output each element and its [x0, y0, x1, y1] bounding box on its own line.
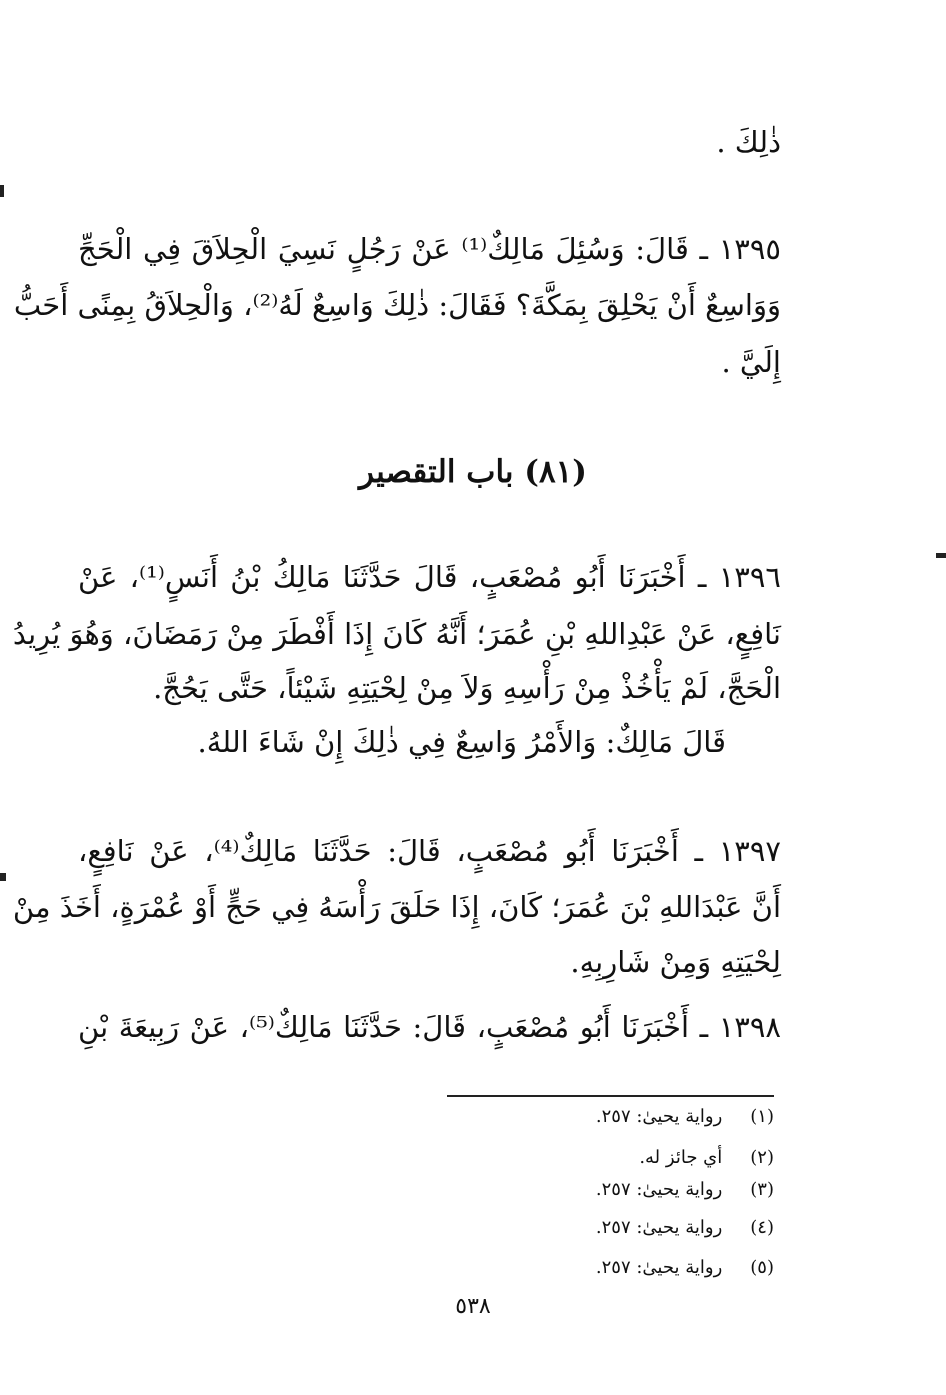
- scan-margin-mark: [0, 185, 4, 197]
- footnote-text: رواية يحيىٰ: ٢٥٧.: [595, 1179, 723, 1200]
- section-heading: (٨١) باب التقصير: [359, 454, 587, 490]
- text-line: ١٣٩٧ ـ أَخْبَرَنَا أَبُو مُصْعَبٍ، قَالَ: حَدَّثَنَا مَالِكٌ⁽⁴⁾، عَنْ نَافِعٍ،: [78, 834, 781, 868]
- footnote-number: (٣): [750, 1179, 774, 1200]
- footnote-number: (٤): [750, 1217, 774, 1238]
- text-line: لِحْيَتِهِ وَمِنْ شَارِبِهِ.: [570, 945, 781, 979]
- text-line: ذٰلِكَ .: [716, 125, 781, 159]
- footnote: [639, 1145, 774, 1171]
- text-line: ١٣٩٥ ـ قَالَ: وَسُئِلَ مَالِكٌ⁽¹⁾ عَنْ رَجُلٍ نَسِيَ الْحِلاَقَ فِي الْحَجِّ: [78, 232, 781, 266]
- footnote: [596, 1104, 774, 1130]
- footnote-number: (٢): [750, 1147, 774, 1168]
- scan-margin-mark: [0, 873, 6, 881]
- footnote-text: رواية يحيىٰ: ٢٥٧.: [595, 1217, 723, 1238]
- footnote: [596, 1177, 774, 1203]
- footnote: [596, 1215, 774, 1241]
- page-number: ٥٣٨: [455, 1294, 491, 1319]
- text-line: الْحَجَّ، لَمْ يَأْخُذْ مِنْ رَأْسِهِ وَلاَ مِنْ لِحْيَتِهِ شَيْئاً، حَتَّى يَحُجَّ.: [153, 671, 781, 705]
- footnote-text: أي جائز له.: [639, 1147, 723, 1168]
- footnote-number: (٥): [750, 1257, 774, 1278]
- text-line: أَنَّ عَبْدَاللهِ بْنَ عُمَرَ؛ كَانَ، إِذَا حَلَقَ رَأْسَهُ فِي حَجٍّ أَوْ عُمْرَةٍ، أَخَذَ مِنْ: [12, 890, 781, 924]
- text-line: وَوَاسِعٌ أَنْ يَحْلِقَ بِمَكَّةَ؟ فَقَالَ: ذٰلِكَ وَاسِعٌ لَهُ⁽²⁾، وَالْحِلاَقُ بِمِنًى أَحَبُّ: [13, 288, 781, 322]
- text-line: نَافِعٍ، عَنْ عَبْدِاللهِ بْنِ عُمَرَ؛ أَنَّهُ كَانَ إِذَا أَفْطَرَ مِنْ رَمَضَانَ، وَهُوَ يُرِيدُ: [12, 617, 781, 651]
- text-line: إِلَيَّ .: [721, 345, 781, 379]
- footnote-text: رواية يحيىٰ: ٢٥٧.: [595, 1106, 723, 1127]
- footnote-number: (١): [750, 1106, 774, 1127]
- footnote-divider: [447, 1095, 774, 1097]
- footnote-text: رواية يحيىٰ: ٢٥٧.: [595, 1257, 723, 1278]
- text-line: ١٣٩٨ ـ أَخْبَرَنَا أَبُو مُصْعَبٍ، قَالَ: حَدَّثَنَا مَالِكٌ⁽⁵⁾، عَنْ رَبِيعَةَ بْنِ: [78, 1010, 782, 1044]
- scan-margin-mark: [936, 553, 946, 558]
- footnote: [596, 1255, 774, 1281]
- text-line: قَالَ مَالِكٌ: وَالأَمْرُ وَاسِعٌ فِي ذٰلِكَ إِنْ شَاءَ اللهُ.: [197, 725, 726, 759]
- text-line: ١٣٩٦ ـ أَخْبَرَنَا أَبُو مُصْعَبٍ، قَالَ حَدَّثَنَا مَالِكُ بْنُ أَنَسٍ⁽¹⁾، عَنْ: [78, 560, 781, 594]
